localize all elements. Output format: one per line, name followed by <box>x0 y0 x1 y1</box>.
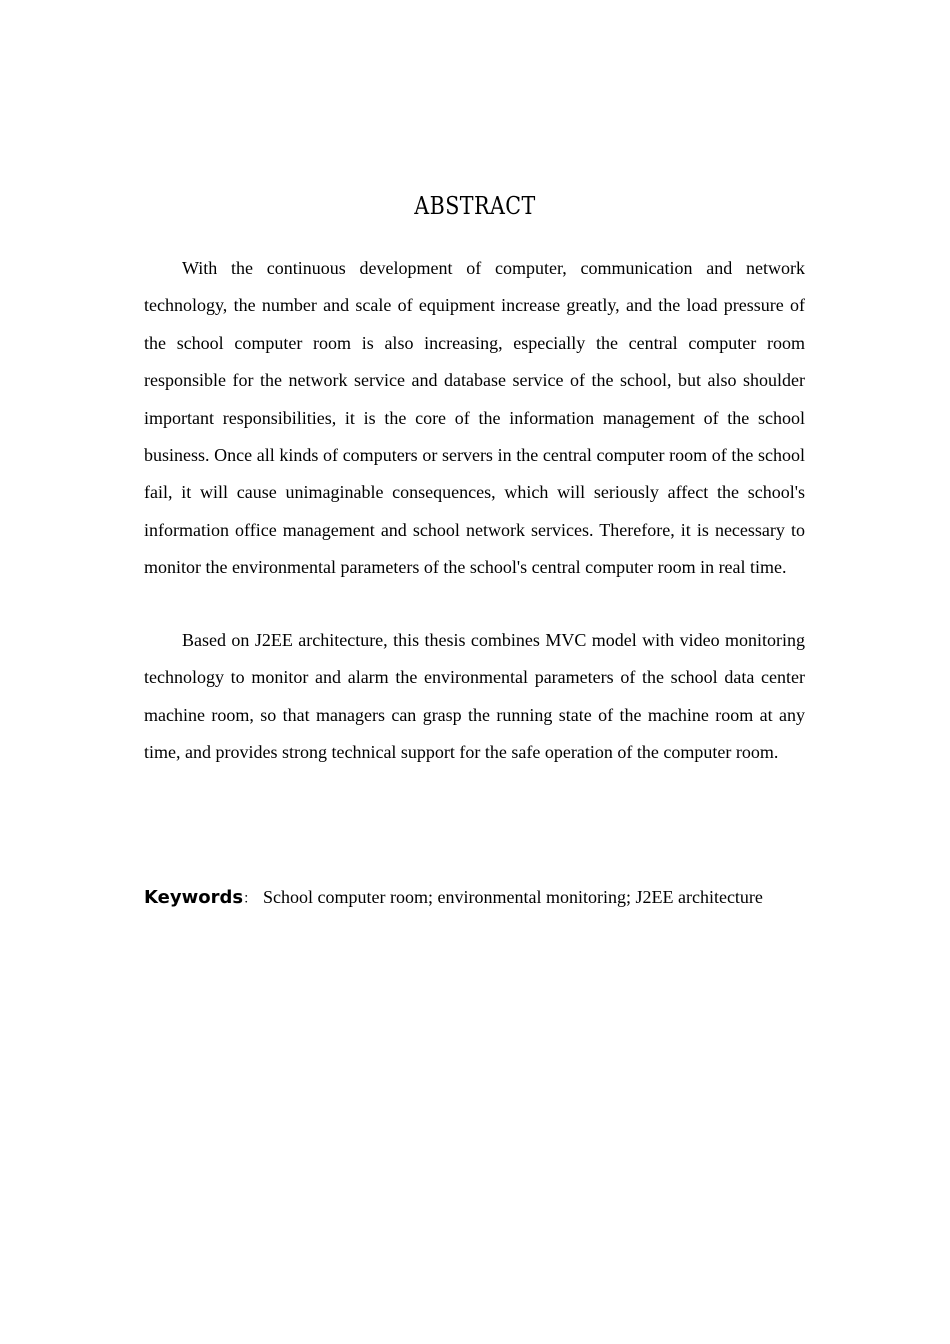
keywords-label: Keywords <box>144 887 244 908</box>
keywords-line <box>144 883 844 913</box>
abstract-paragraph-2: Based on J2EE architecture, this thesis combines MVC model with video monitoring technology to monitor and alarm the environmental parameters of the school data center machine room, so that managers can grasp the running state of the machine room at any time, and provides strong technical support for the safe operation of the computer room. <box>144 630 805 763</box>
abstract-paragraph-1: With the continuous development of computer, communication and network technology, the number and scale of equipment increase greatly, and the load pressure of the school computer room is also increasing, especially the central computer room responsible for the network service and database service of the school, but also shoulder important responsibilities, it is the core of the information management of the school business. Once all kinds of computers or servers in the central computer room of the school fail, it will cause unimaginable consequences, which will seriously affect the school's information office management and school network services. Therefore, it is necessary to monitor the environmental parameters of the school's central computer room in real time. <box>144 258 805 578</box>
keywords-text: School computer room; environmental monitoring; J2EE architecture <box>263 887 763 907</box>
abstract-title: ABSTRACT <box>414 192 536 220</box>
keywords-separator: ： <box>243 891 258 907</box>
